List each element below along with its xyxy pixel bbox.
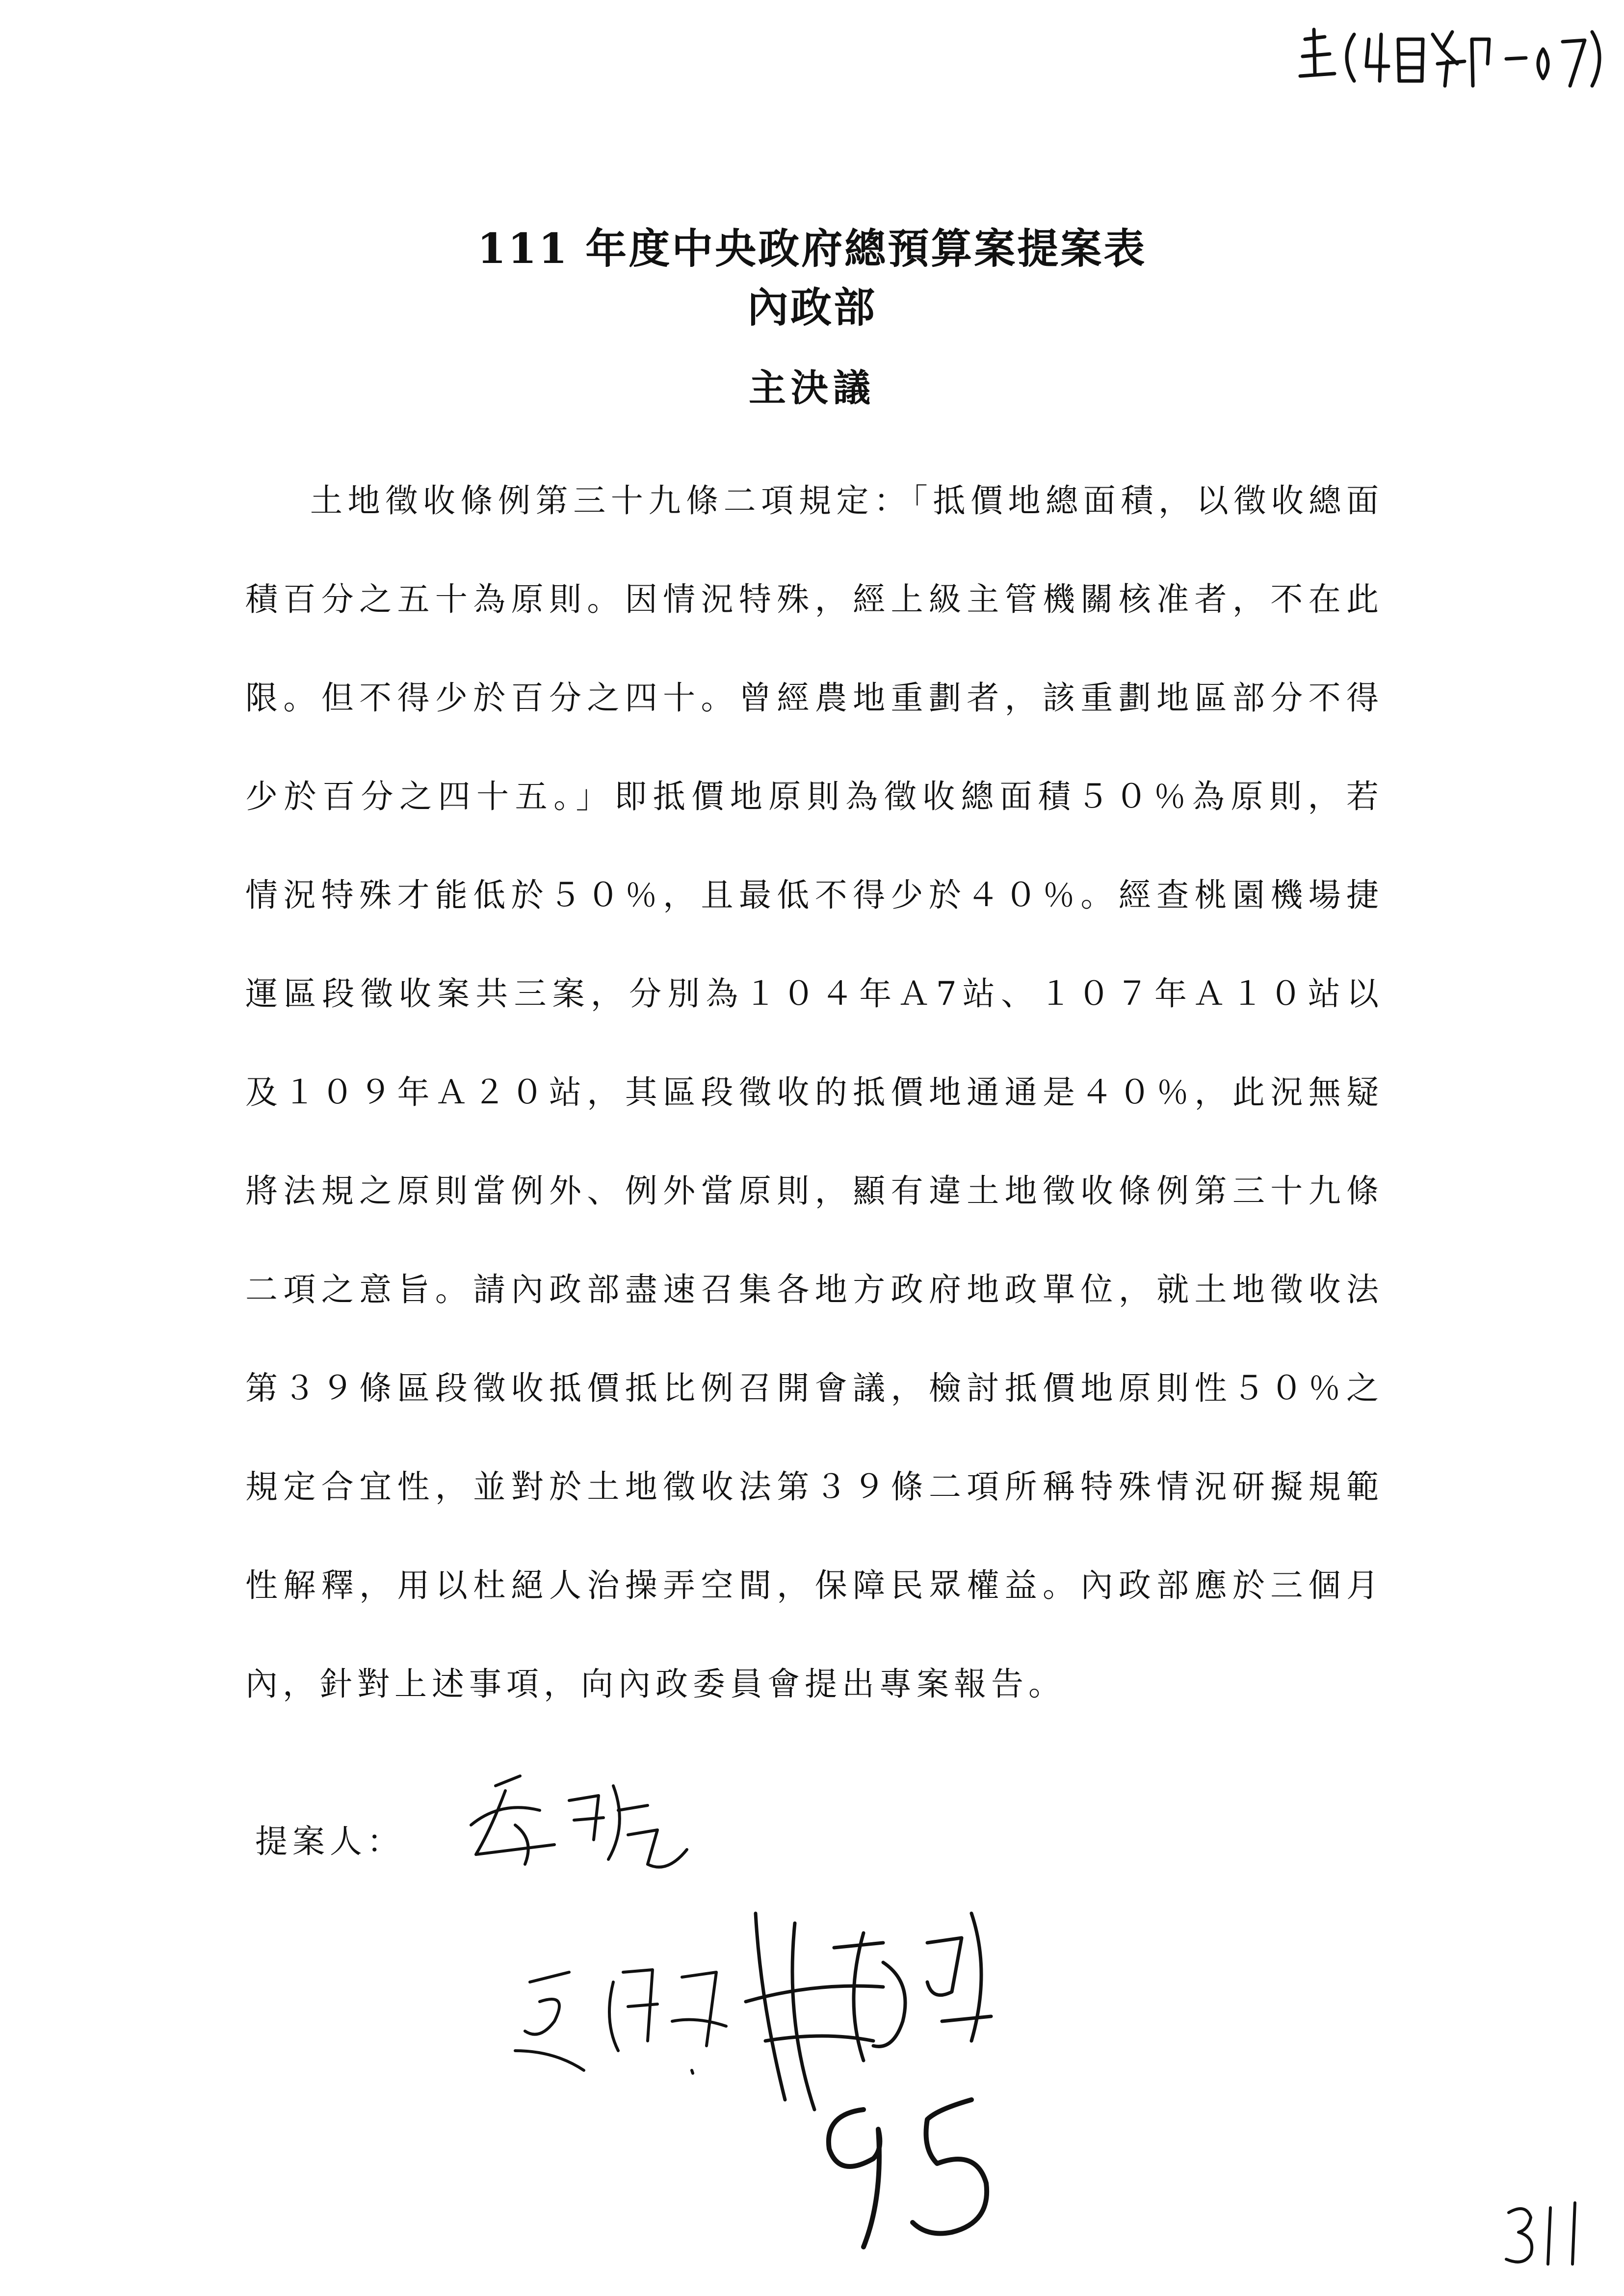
handwritten-signatures <box>442 1727 1079 2257</box>
resolution-body: 土地徵收條例第三十九條二項規定：「抵價地總面積，以徵收總面積百分之五十為原則。因情況特殊，經上級主管機關核准者，不在此限。但不得少於百分之四十。曾經農地重劃者，該重劃地區部分不得少於百分之四十五。」即抵價地原則為徵收總面積５０％為原則，若情況特殊才能低於５０％，且最低不得少於４０％。經查桃園機場捷運區段徵收案共三案，分別為１０４年Ａ7站、１０７年Ａ１０站以及１０９年Ａ２０站，其區段徵收的抵價地通通是４０％，此況無疑將法規之原則當例外、例外當原則，顯有違土地徵收條例第三十九條二項之意旨。請內政部盡速召集各地方政府地政單位，就土地徵收法第３９條區段徵收抵價抵比例召開會議，檢討抵價地原則性５０％之規定合宜性，並對於土地徵收法第３９條二項所稱特殊情況研擬規範性解釋，用以杜絕人治操弄空間，保障民眾權益。內政部應於三個月內，針對上述事項，向內政委員會提出專案報告。 <box>245 482 1384 1703</box>
document-title: 111 年度中央政府總預算案提案表 <box>477 224 1147 273</box>
proposer-label: 提案人： <box>255 1823 404 1860</box>
handwritten-stamp <box>1295 20 1609 93</box>
resolution-type: 主決議 <box>749 366 875 410</box>
page-number <box>1501 2193 1590 2271</box>
ministry-name: 內政部 <box>747 283 877 332</box>
